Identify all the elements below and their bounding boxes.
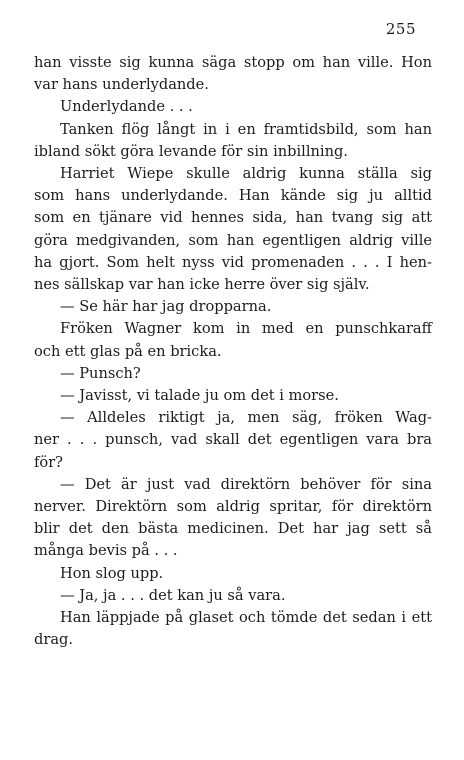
text-line: — Ja, ja . . . det kan ju så vara. bbox=[60, 586, 286, 604]
text-line: Han läppjade på glaset och tömde det sedan i ett bbox=[60, 609, 432, 627]
text-line: Tanken flög långt in i en framtidsbild, som han bbox=[60, 120, 432, 138]
text-line: och ett glas på en bricka. bbox=[34, 342, 222, 360]
text-line: — Se här har jag dropparna. bbox=[60, 298, 272, 316]
body-text bbox=[34, 52, 432, 651]
text-line: blir det den bästa medicinen. Det har jag sett så bbox=[34, 520, 432, 538]
text-line: nerver. Direktörn som aldrig spritar, för direktörn bbox=[34, 498, 432, 516]
text-line: många bevis på . . . bbox=[34, 542, 178, 560]
text-line: ner . . . punsch, vad skall det egentligen vara bra bbox=[34, 431, 432, 449]
text-line: för? bbox=[34, 453, 63, 471]
text-line: Harriet Wiepe skulle aldrig kunna ställa sig bbox=[60, 165, 432, 183]
text-line: han visste sig kunna säga stopp om han ville. Hon bbox=[34, 54, 432, 71]
text-line: — Punsch? bbox=[60, 364, 141, 382]
text-line: Underlydande . . . bbox=[60, 98, 193, 116]
text-line: Fröken Wagner kom in med en punschkaraff bbox=[60, 320, 432, 338]
text-line: drag. bbox=[34, 631, 73, 649]
text-line: — Det är just vad direktörn behöver för sina bbox=[60, 475, 432, 493]
text-line: som hans underlydande. Han kände sig ju alltid bbox=[34, 187, 432, 205]
text-line: — Alldeles riktigt ja, men säg, fröken Wag- bbox=[60, 409, 432, 427]
text-line: ha gjort. Som helt nyss vid promenaden . . . I hen- bbox=[34, 253, 432, 271]
text-line: var hans underlydande. bbox=[34, 76, 209, 94]
text-line: som en tjänare vid hennes sida, han tvang sig att bbox=[34, 209, 432, 227]
text-line: göra medgivanden, som han egentligen aldrig ville bbox=[34, 231, 432, 249]
text-line: nes sällskap var han icke herre över sig själv. bbox=[34, 276, 370, 294]
text-line: — Javisst, vi talade ju om det i morse. bbox=[60, 387, 339, 405]
page-number: 255 bbox=[385, 20, 416, 38]
text-line: ibland sökt göra levande för sin inbillning. bbox=[34, 142, 348, 160]
text-line: Hon slog upp. bbox=[60, 564, 164, 582]
